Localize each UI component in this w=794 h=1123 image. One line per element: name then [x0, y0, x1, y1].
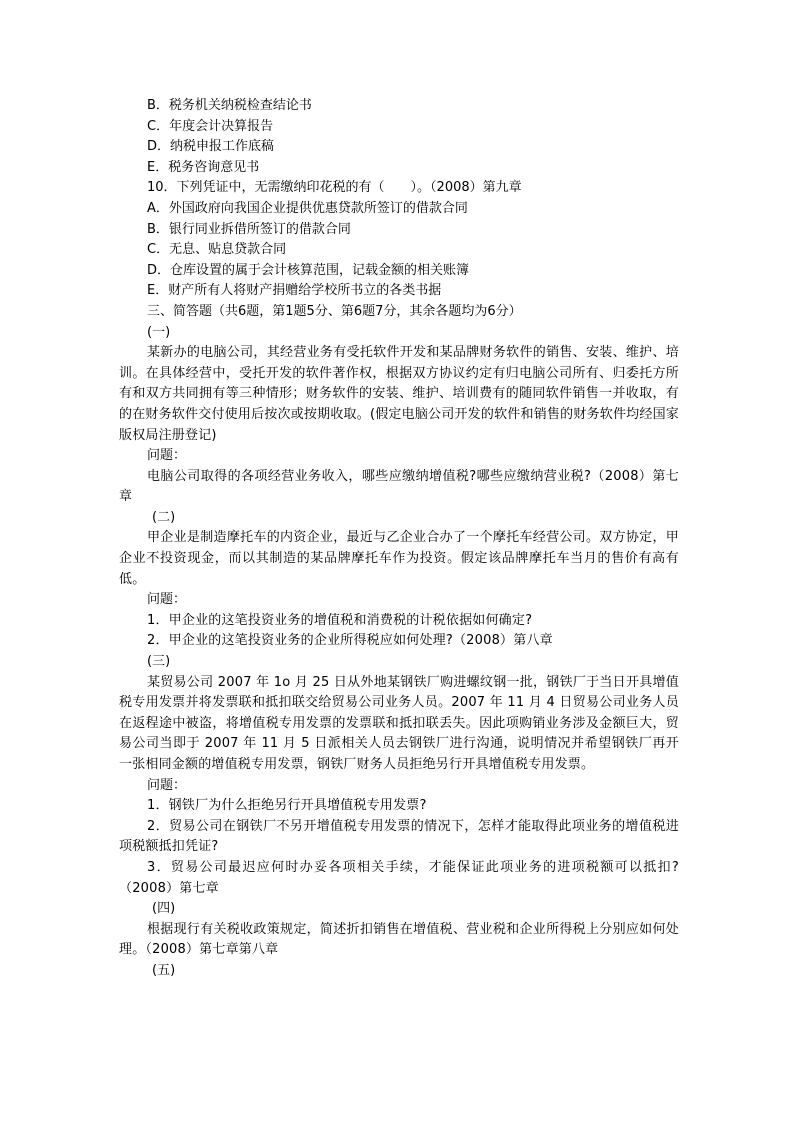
case5-label: (五) — [152, 962, 176, 978]
case3-label: (三) — [147, 654, 171, 670]
q10-option-d: D．仓库设置的属于会计核算范围，记载金额的相关账簿 — [147, 262, 470, 278]
case1-question: 电脑公司取得的各项经营业务收入，哪些应缴纳增值税?哪些应缴纳营业税?（2008）第七章 — [119, 468, 679, 505]
q10-option-e: E．财产所有人将财产捐赠给学校所书立的各类书据 — [147, 283, 442, 299]
case2-question-label: 问题： — [147, 592, 187, 608]
q9-option-b: B．税务机关纳税检查结论书 — [147, 98, 312, 113]
case1-question-label: 问题： — [147, 448, 187, 464]
case3-question-1: 1．钢铁厂为什么拒绝另行开具增值税专用发票? — [147, 798, 427, 814]
section3-heading: 三、简答题（共6题，第1题5分、第6题7分，其余各题均为6分） — [147, 303, 522, 319]
case1-body: 某新办的电脑公司，其经营业务有受托软件开发和某品牌财务软件的销售、安装、维护、培训。在具体经营中，受托开发的软件著作权，根据双方协议约定有归电脑公司所有、归委托方所有和双方共同拥有等三种情形；财务软件的安装、维护、培训费有的随同软件销售一并收取，有的在财务软件交付使用后按次或按期收取。(假定电脑公司开发的软件和销售的财务软件均经国家版权局注册登记) — [119, 345, 679, 443]
case2-body: 甲企业是制造摩托车的内资企业，最近与乙企业合办了一个摩托车经营公司。双方协定，甲企业不投资现金，而以其制造的某品牌摩托车作为投资。假定该品牌摩托车当月的售价有高有低。 — [119, 530, 679, 587]
q9-option-d: D．纳税申报工作底稿 — [147, 139, 275, 155]
case2-question-1: 1．甲企业的这笔投资业务的增值税和消费税的计税依据如何确定? — [147, 612, 533, 628]
q10-option-c: C．无息、贴息贷款合同 — [147, 242, 287, 258]
q10-option-b: B．银行同业拆借所签订的借款合同 — [147, 221, 351, 237]
q10-stem: 10．下列凭证中，无需缴纳印花税的有（ ）。（2008）第九章 — [147, 180, 522, 196]
case2-question-2: 2．甲企业的这笔投资业务的企业所得税应如何处理?（2008）第八章 — [147, 633, 553, 649]
case4-label: (四) — [152, 901, 176, 917]
case4-body: 根据现行有关税收政策规定，简述折扣销售在增值税、营业税和企业所得税上分别应如何处理。（2008）第七章第八章 — [119, 921, 679, 958]
q10-option-a: A．外国政府向我国企业提供优惠贷款所签订的借款合同 — [147, 200, 468, 216]
case3-question-3: 3．贸易公司最迟应何时办妥各项相关手续，才能保证此项业务的进项税额可以抵扣?（2008）第七章 — [119, 859, 679, 896]
q9-option-c: C．年度会计决算报告 — [147, 118, 274, 134]
case2-label: (二) — [152, 509, 176, 525]
document-page — [119, 96, 679, 982]
case3-question-label: 问题： — [147, 777, 187, 793]
case3-body: 某贸易公司 2007 年 1o 月 25 日从外地某钢铁厂购进螺纹钢一批，钢铁厂于当日开具增值税专用发票并将发票联和抵扣联交给贸易公司业务人员。2007 年 11 月 4 日贸易公司业务人员在返程途中被盗，将增值税专用发票的发票联和抵扣联丢失。因此项购销业务涉及金额巨大，贸易公司当即于 2007 年 11 月 5 日派相关人员去钢铁厂进行沟通，说明情况并希望钢铁厂再开一张相同金额的增值税专用发票，钢铁厂财务人员拒绝另行开具增值税专用发票。 — [119, 674, 679, 772]
case1-label: (一) — [147, 324, 171, 340]
q9-option-e: E．税务咨询意见书 — [147, 159, 260, 175]
case3-question-2: 2．贸易公司在钢铁厂不另开增值税专用发票的情况下，怎样才能取得此项业务的增值税进项税额抵扣凭证? — [119, 818, 679, 855]
